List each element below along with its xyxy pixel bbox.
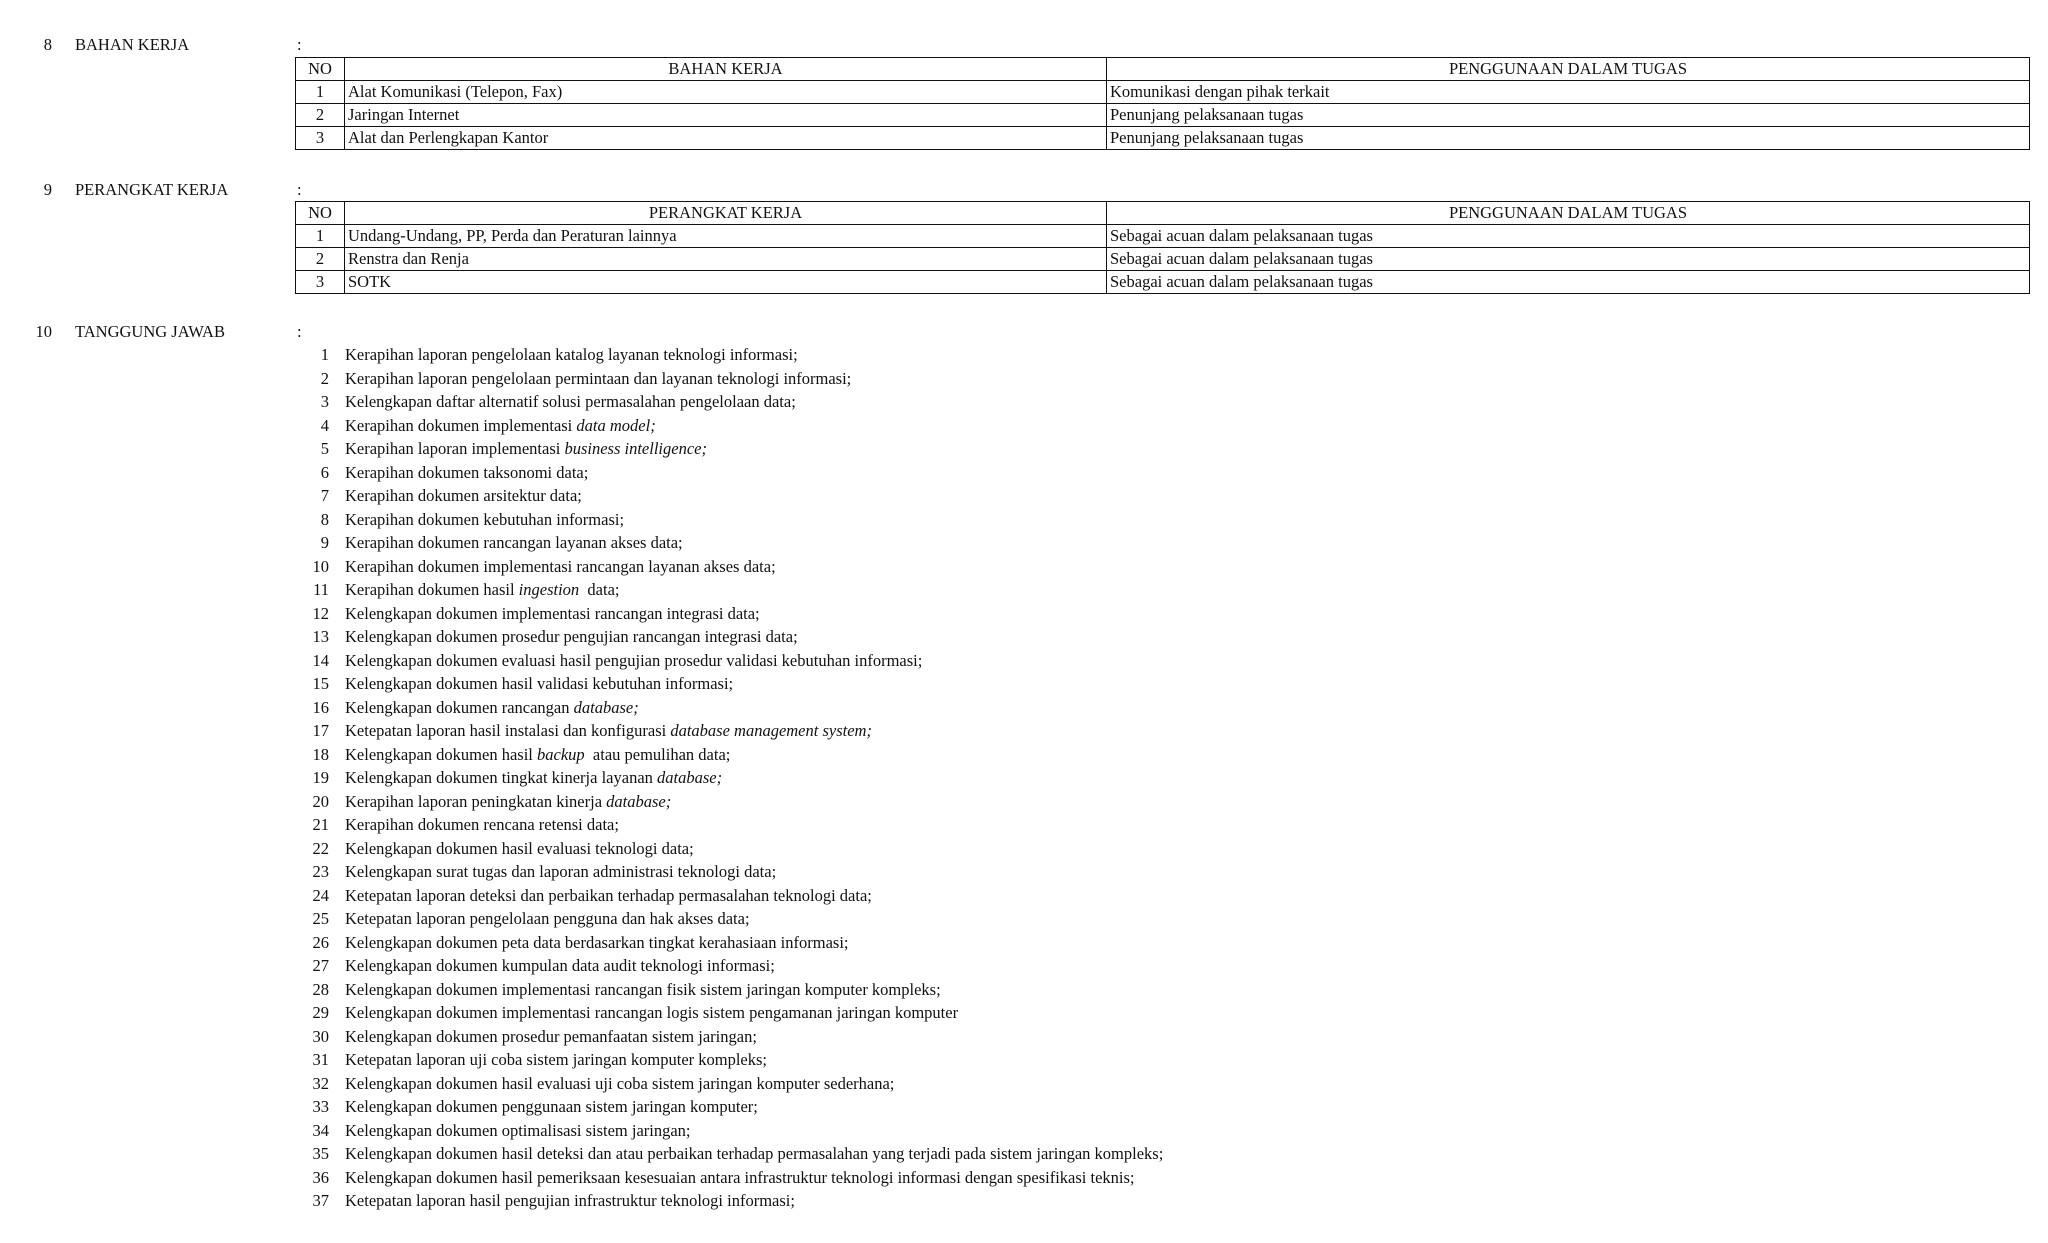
list-item-text: Kelengkapan dokumen hasil evaluasi uji coba sistem jaringan komputer sederhana;	[345, 1073, 895, 1093]
list-item-text: Kelengkapan dokumen tingkat kinerja layanan database;	[345, 768, 723, 787]
list-item	[295, 790, 1163, 814]
list-item-number: 21	[312, 815, 329, 834]
list-item-number: 2	[320, 368, 329, 388]
header-penggunaan: PENGGUNAAN DALAM TUGAS	[1107, 58, 2030, 81]
list-item-number: 11	[313, 580, 329, 599]
section-10-colon: :	[297, 322, 302, 341]
header-perangkat-kerja: PERANGKAT KERJA	[345, 202, 1107, 225]
row-usage: Penunjang pelaksanaan tugas	[1107, 127, 2030, 150]
list-item-text: Kelengkapan dokumen penggunaan sistem jaringan komputer;	[345, 1097, 758, 1116]
list-item-text: Ketepatan laporan deteksi dan perbaikan terhadap permasalahan teknologi data;	[345, 885, 872, 905]
list-item-text: Kerapihan dokumen rancangan layanan akses data;	[345, 533, 683, 552]
list-item	[295, 719, 1163, 743]
table-row	[296, 127, 2030, 150]
list-item-number: 19	[312, 768, 329, 787]
header-no: NO	[296, 202, 345, 225]
row-item: Alat dan Perlengkapan Kantor	[345, 127, 1107, 150]
list-item-text: Kelengkapan dokumen hasil validasi kebutuhan informasi;	[345, 674, 734, 693]
list-item-text: Kerapihan laporan pengelolaan katalog layanan teknologi informasi;	[345, 345, 798, 364]
bahan-kerja-table	[295, 57, 2030, 150]
header-penggunaan: PENGGUNAAN DALAM TUGAS	[1107, 202, 2030, 225]
list-item-number: 36	[312, 1167, 329, 1187]
list-item	[295, 813, 1163, 837]
list-item-text: Kerapihan dokumen implementasi data model;	[345, 415, 656, 435]
list-item	[295, 931, 1163, 955]
list-item-number: 27	[312, 956, 329, 975]
list-item-number: 5	[320, 439, 329, 458]
list-item	[295, 907, 1163, 931]
list-item-number: 4	[320, 415, 329, 435]
list-item-text: Kelengkapan daftar alternatif solusi permasalahan pengelolaan data;	[345, 392, 796, 411]
list-item-text: Kelengkapan dokumen kumpulan data audit teknologi informasi;	[345, 956, 775, 975]
list-item	[295, 1119, 1163, 1143]
list-item	[295, 1166, 1163, 1190]
tanggung-jawab-list	[295, 343, 1163, 1213]
list-item	[295, 555, 1163, 579]
list-item	[295, 954, 1163, 978]
list-item-number: 35	[312, 1144, 329, 1163]
list-item-number: 29	[312, 1003, 329, 1022]
list-item-number: 23	[312, 862, 329, 881]
list-item-text: Kelengkapan dokumen hasil deteksi dan atau perbaikan terhadap permasalahan yang terjadi pada sistem jaringan kompleks;	[345, 1144, 1164, 1163]
list-item	[295, 1001, 1163, 1025]
list-item-number: 13	[312, 627, 329, 646]
list-item	[295, 531, 1163, 555]
table-row	[296, 271, 2030, 294]
list-item-text: Kelengkapan dokumen evaluasi hasil pengujian prosedur validasi kebutuhan informasi;	[345, 650, 923, 670]
list-item-number: 7	[320, 486, 329, 505]
list-item-number: 22	[312, 838, 329, 858]
list-item-text: Kerapihan laporan peningkatan kinerja database;	[345, 791, 672, 811]
row-item: Undang-Undang, PP, Perda dan Peraturan lainnya	[345, 225, 1107, 248]
list-item-number: 28	[312, 979, 329, 999]
row-no: 1	[296, 81, 345, 104]
list-item-number: 15	[312, 674, 329, 693]
list-item-text: Kelengkapan dokumen peta data berdasarkan tingkat kerahasiaan informasi;	[345, 932, 849, 952]
list-item-number: 10	[312, 556, 329, 576]
list-item-text: Kelengkapan dokumen implementasi rancangan integrasi data;	[345, 603, 760, 623]
list-item	[295, 1095, 1163, 1119]
list-item	[295, 884, 1163, 908]
list-item-number: 31	[312, 1050, 329, 1069]
list-item-text: Kelengkapan surat tugas dan laporan administrasi teknologi data;	[345, 862, 777, 881]
perangkat-kerja-table	[295, 201, 2030, 294]
list-item-text: Kelengkapan dokumen hasil pemeriksaan kesesuaian antara infrastruktur teknologi informasi dengan spesifikasi teknis;	[345, 1167, 1135, 1187]
list-item-text: Ketepatan laporan hasil pengujian infrastruktur teknologi informasi;	[345, 1191, 795, 1210]
section-10-number: 10	[35, 322, 52, 341]
list-item-text: Ketepatan laporan hasil instalasi dan konfigurasi database management system;	[345, 721, 872, 740]
list-item-number: 25	[312, 909, 329, 928]
list-item-text: Kerapihan dokumen taksonomi data;	[345, 462, 589, 482]
row-item: SOTK	[345, 271, 1107, 294]
list-item-number: 14	[312, 650, 329, 670]
list-item-number: 26	[312, 932, 329, 952]
list-item-text: Kelengkapan dokumen implementasi rancangan fisik sistem jaringan komputer kompleks;	[345, 979, 941, 999]
list-item	[295, 837, 1163, 861]
table-row	[296, 248, 2030, 271]
list-item-text: Kerapihan laporan pengelolaan permintaan dan layanan teknologi informasi;	[345, 368, 852, 388]
row-usage: Penunjang pelaksanaan tugas	[1107, 104, 2030, 127]
list-item	[295, 766, 1163, 790]
header-no: NO	[296, 58, 345, 81]
list-item	[295, 1189, 1163, 1213]
list-item	[295, 414, 1163, 438]
section-9-number: 9	[43, 180, 52, 199]
list-item-number: 6	[320, 462, 329, 482]
list-item-text: Kerapihan dokumen kebutuhan informasi;	[345, 509, 625, 529]
section-10-title: TANGGUNG JAWAB	[75, 322, 225, 341]
list-item	[295, 437, 1163, 461]
row-item: Alat Komunikasi (Telepon, Fax)	[345, 81, 1107, 104]
list-item	[295, 1025, 1163, 1049]
list-item-text: Kerapihan dokumen implementasi rancangan layanan akses data;	[345, 556, 776, 576]
section-9-title: PERANGKAT KERJA	[75, 180, 229, 199]
table-row	[296, 104, 2030, 127]
list-item-text: Kerapihan laporan implementasi business intelligence;	[345, 439, 707, 458]
row-item: Jaringan Internet	[345, 104, 1107, 127]
list-item-number: 18	[312, 744, 329, 764]
list-item	[295, 860, 1163, 884]
list-item-number: 32	[312, 1073, 329, 1093]
row-no: 1	[296, 225, 345, 248]
row-usage: Sebagai acuan dalam pelaksanaan tugas	[1107, 248, 2030, 271]
list-item	[295, 625, 1163, 649]
list-item	[295, 602, 1163, 626]
list-item-number: 17	[312, 721, 329, 740]
section-8-colon: :	[297, 35, 302, 54]
row-usage: Komunikasi dengan pihak terkait	[1107, 81, 2030, 104]
table-row	[296, 225, 2030, 248]
list-item-number: 3	[320, 392, 329, 411]
row-no: 3	[296, 271, 345, 294]
list-item	[295, 578, 1163, 602]
list-item-text: Kerapihan dokumen hasil ingestion data;	[345, 580, 620, 599]
list-item-text: Kelengkapan dokumen hasil evaluasi teknologi data;	[345, 838, 694, 858]
list-item-number: 33	[312, 1097, 329, 1116]
list-item	[295, 978, 1163, 1002]
list-item	[295, 649, 1163, 673]
list-item-number: 24	[312, 885, 329, 905]
list-item	[295, 390, 1163, 414]
list-item-number: 1	[320, 345, 329, 364]
list-item	[295, 696, 1163, 720]
list-item	[295, 743, 1163, 767]
list-item	[295, 461, 1163, 485]
table-header-row	[296, 58, 2030, 81]
table-row	[296, 81, 2030, 104]
row-no: 2	[296, 104, 345, 127]
list-item-text: Kerapihan dokumen arsitektur data;	[345, 486, 582, 505]
list-item-text: Kelengkapan dokumen prosedur pengujian rancangan integrasi data;	[345, 627, 798, 646]
list-item-number: 34	[312, 1120, 329, 1140]
section-8-number: 8	[43, 35, 52, 54]
list-item-number: 8	[320, 509, 329, 529]
list-item-text: Kelengkapan dokumen rancangan database;	[345, 697, 639, 717]
list-item-number: 20	[312, 791, 329, 811]
table-header-row	[296, 202, 2030, 225]
list-item-text: Kerapihan dokumen rencana retensi data;	[345, 815, 619, 834]
row-no: 2	[296, 248, 345, 271]
list-item	[295, 343, 1163, 367]
list-item-text: Kelengkapan dokumen implementasi rancangan logis sistem pengamanan jaringan komputer	[345, 1003, 959, 1022]
list-item	[295, 1048, 1163, 1072]
list-item-text: Ketepatan laporan pengelolaan pengguna dan hak akses data;	[345, 909, 750, 928]
row-item: Renstra dan Renja	[345, 248, 1107, 271]
list-item-number: 12	[312, 603, 329, 623]
list-item	[295, 672, 1163, 696]
section-8-title: BAHAN KERJA	[75, 35, 190, 54]
list-item-number: 30	[312, 1026, 329, 1046]
header-bahan-kerja: BAHAN KERJA	[345, 58, 1107, 81]
list-item-text: Kelengkapan dokumen hasil backup atau pemulihan data;	[345, 744, 731, 764]
list-item	[295, 484, 1163, 508]
list-item-text: Ketepatan laporan uji coba sistem jaringan komputer kompleks;	[345, 1050, 768, 1069]
row-no: 3	[296, 127, 345, 150]
list-item-text: Kelengkapan dokumen prosedur pemanfaatan sistem jaringan;	[345, 1026, 757, 1046]
row-usage: Sebagai acuan dalam pelaksanaan tugas	[1107, 271, 2030, 294]
section-9-colon: :	[297, 180, 302, 199]
list-item-number: 9	[320, 533, 329, 552]
list-item-number: 16	[312, 697, 329, 717]
list-item	[295, 508, 1163, 532]
list-item	[295, 1072, 1163, 1096]
list-item	[295, 1142, 1163, 1166]
row-usage: Sebagai acuan dalam pelaksanaan tugas	[1107, 225, 2030, 248]
list-item-text: Kelengkapan dokumen optimalisasi sistem jaringan;	[345, 1120, 691, 1140]
list-item-number: 37	[312, 1191, 329, 1210]
list-item	[295, 367, 1163, 391]
